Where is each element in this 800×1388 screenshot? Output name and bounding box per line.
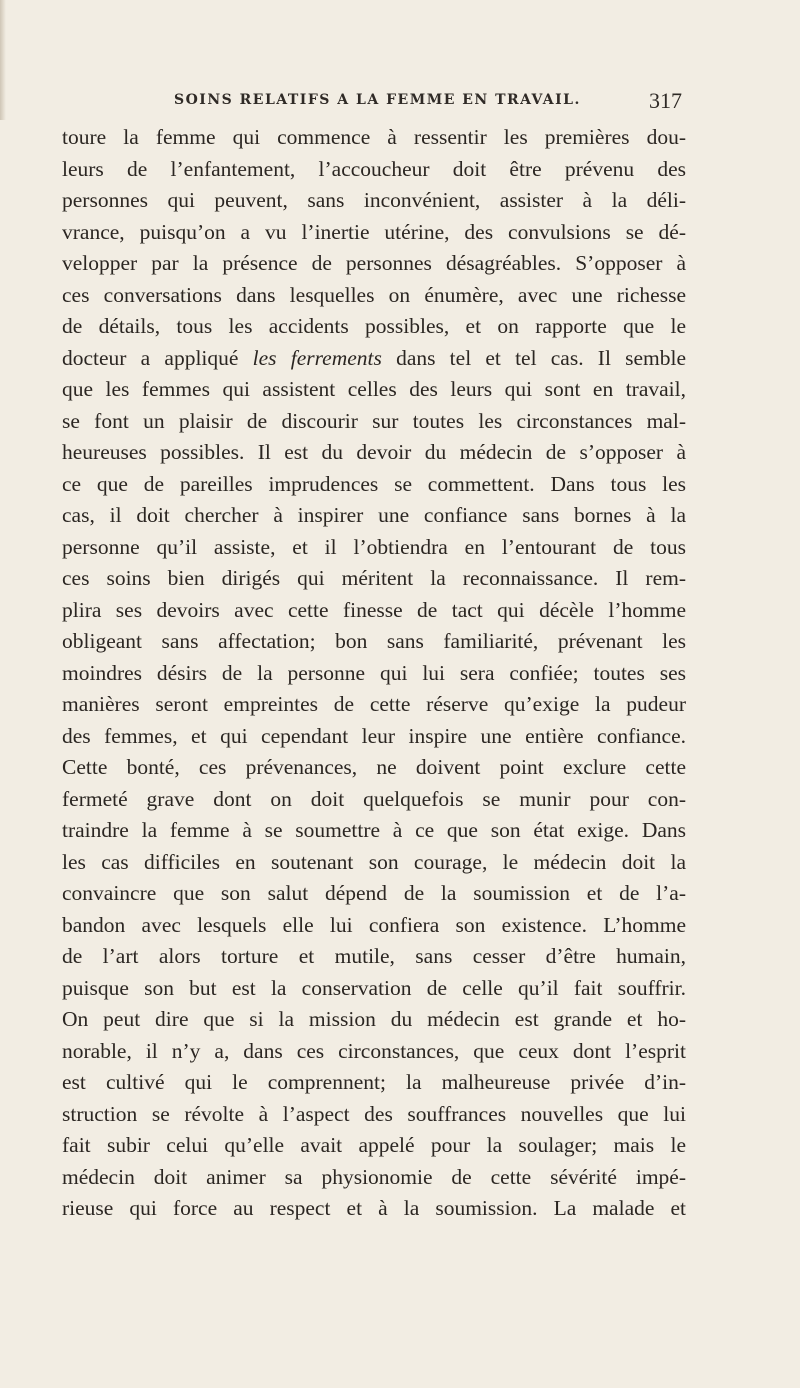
text-line: de détails, tous les accidents possibles, et on rapporte que le xyxy=(62,314,686,338)
text-line: ce que de pareilles imprudences se commettent. Dans tous les xyxy=(62,471,686,496)
text-line: bandon avec lesquels elle lui confiera son existence. L’homme xyxy=(62,912,686,937)
page-number: 317 xyxy=(649,88,682,113)
text-line: personne qu’il assiste, et il l’obtiendra en l’entourant de tous xyxy=(62,534,686,559)
text-line: leurs de l’enfantement, l’accoucheur doit être prévenu des xyxy=(62,156,686,181)
text-line-with-italic xyxy=(62,343,686,375)
text-line: personnes qui peuvent, sans inconvénient, assister à la déli- xyxy=(62,188,686,212)
text-line: obligeant sans affectation; bon sans familiarité, prévenant les xyxy=(62,629,686,653)
text-line: toure la femme qui commence à ressentir les premières dou- xyxy=(62,125,686,149)
text-line: moindres désirs de la personne qui lui sera confiée; toutes ses xyxy=(62,660,686,685)
text-segment: dans tel et tel cas. Il semble xyxy=(396,345,686,370)
text-line: heureuses possibles. Il est du devoir du médecin de s’opposer à xyxy=(62,440,686,464)
body-text xyxy=(62,122,686,1225)
text-line: vrance, puisqu’on a vu l’inertie utérine, des convulsions se dé- xyxy=(62,219,686,244)
text-line: médecin doit animer sa physionomie de cette sévérité impé- xyxy=(62,1164,686,1189)
text-line: convaincre que son salut dépend de la soumission et de l’a- xyxy=(62,881,686,905)
binding-edge xyxy=(0,0,6,120)
page-header xyxy=(62,88,686,118)
text-line: plira ses devoirs avec cette finesse de tact qui décèle l’homme xyxy=(62,597,686,622)
text-line: velopper par la présence de personnes désagréables. S’opposer à xyxy=(62,251,686,275)
text-line: traindre la femme à se soumettre à ce que son état exige. Dans xyxy=(62,818,686,842)
running-head: SOINS RELATIFS A LA FEMME EN TRAVAIL. xyxy=(174,92,581,108)
text-line: rieuse qui force au respect et à la soumission. La malade et xyxy=(62,1196,686,1220)
text-line: ces soins bien dirigés qui méritent la reconnaissance. Il rem- xyxy=(62,566,686,590)
text-line: se font un plaisir de discourir sur toutes les circonstances mal- xyxy=(62,408,686,433)
text-line: cas, il doit chercher à inspirer une confiance sans bornes à la xyxy=(62,503,686,527)
text-line: manières seront empreintes de cette réserve qu’exige la pudeur xyxy=(62,692,686,716)
text-line: fait subir celui qu’elle avait appelé pour la soulager; mais le xyxy=(62,1133,686,1157)
text-line: Cette bonté, ces prévenances, ne doivent point exclure cette xyxy=(62,755,686,779)
text-line: On peut dire que si la mission du médecin est grande et ho- xyxy=(62,1007,686,1031)
text-line: des femmes, et qui cependant leur inspire une entière confiance. xyxy=(62,723,686,748)
text-line: de l’art alors torture et mutile, sans cesser d’être humain, xyxy=(62,944,686,968)
text-line: struction se révolte à l’aspect des souffrances nouvelles que lui xyxy=(62,1101,686,1126)
text-line: puisque son but est la conservation de celle qu’il fait souffrir. xyxy=(62,975,686,1000)
text-line: est cultivé qui le comprennent; la malheureuse privée d’in- xyxy=(62,1070,686,1094)
text-segment: docteur a appliqué xyxy=(62,345,239,370)
text-line: norable, il n’y a, dans ces circonstances, que ceux dont l’esprit xyxy=(62,1038,686,1063)
text-line: ces conversations dans lesquelles on énumère, avec une richesse xyxy=(62,282,686,307)
text-line: que les femmes qui assistent celles des leurs qui sont en travail, xyxy=(62,377,686,401)
italic-term: les ferrements xyxy=(252,345,382,370)
text-line: les cas difficiles en soutenant son courage, le médecin doit la xyxy=(62,849,686,874)
text-line: fermeté grave dont on doit quelquefois se munir pour con- xyxy=(62,786,686,811)
